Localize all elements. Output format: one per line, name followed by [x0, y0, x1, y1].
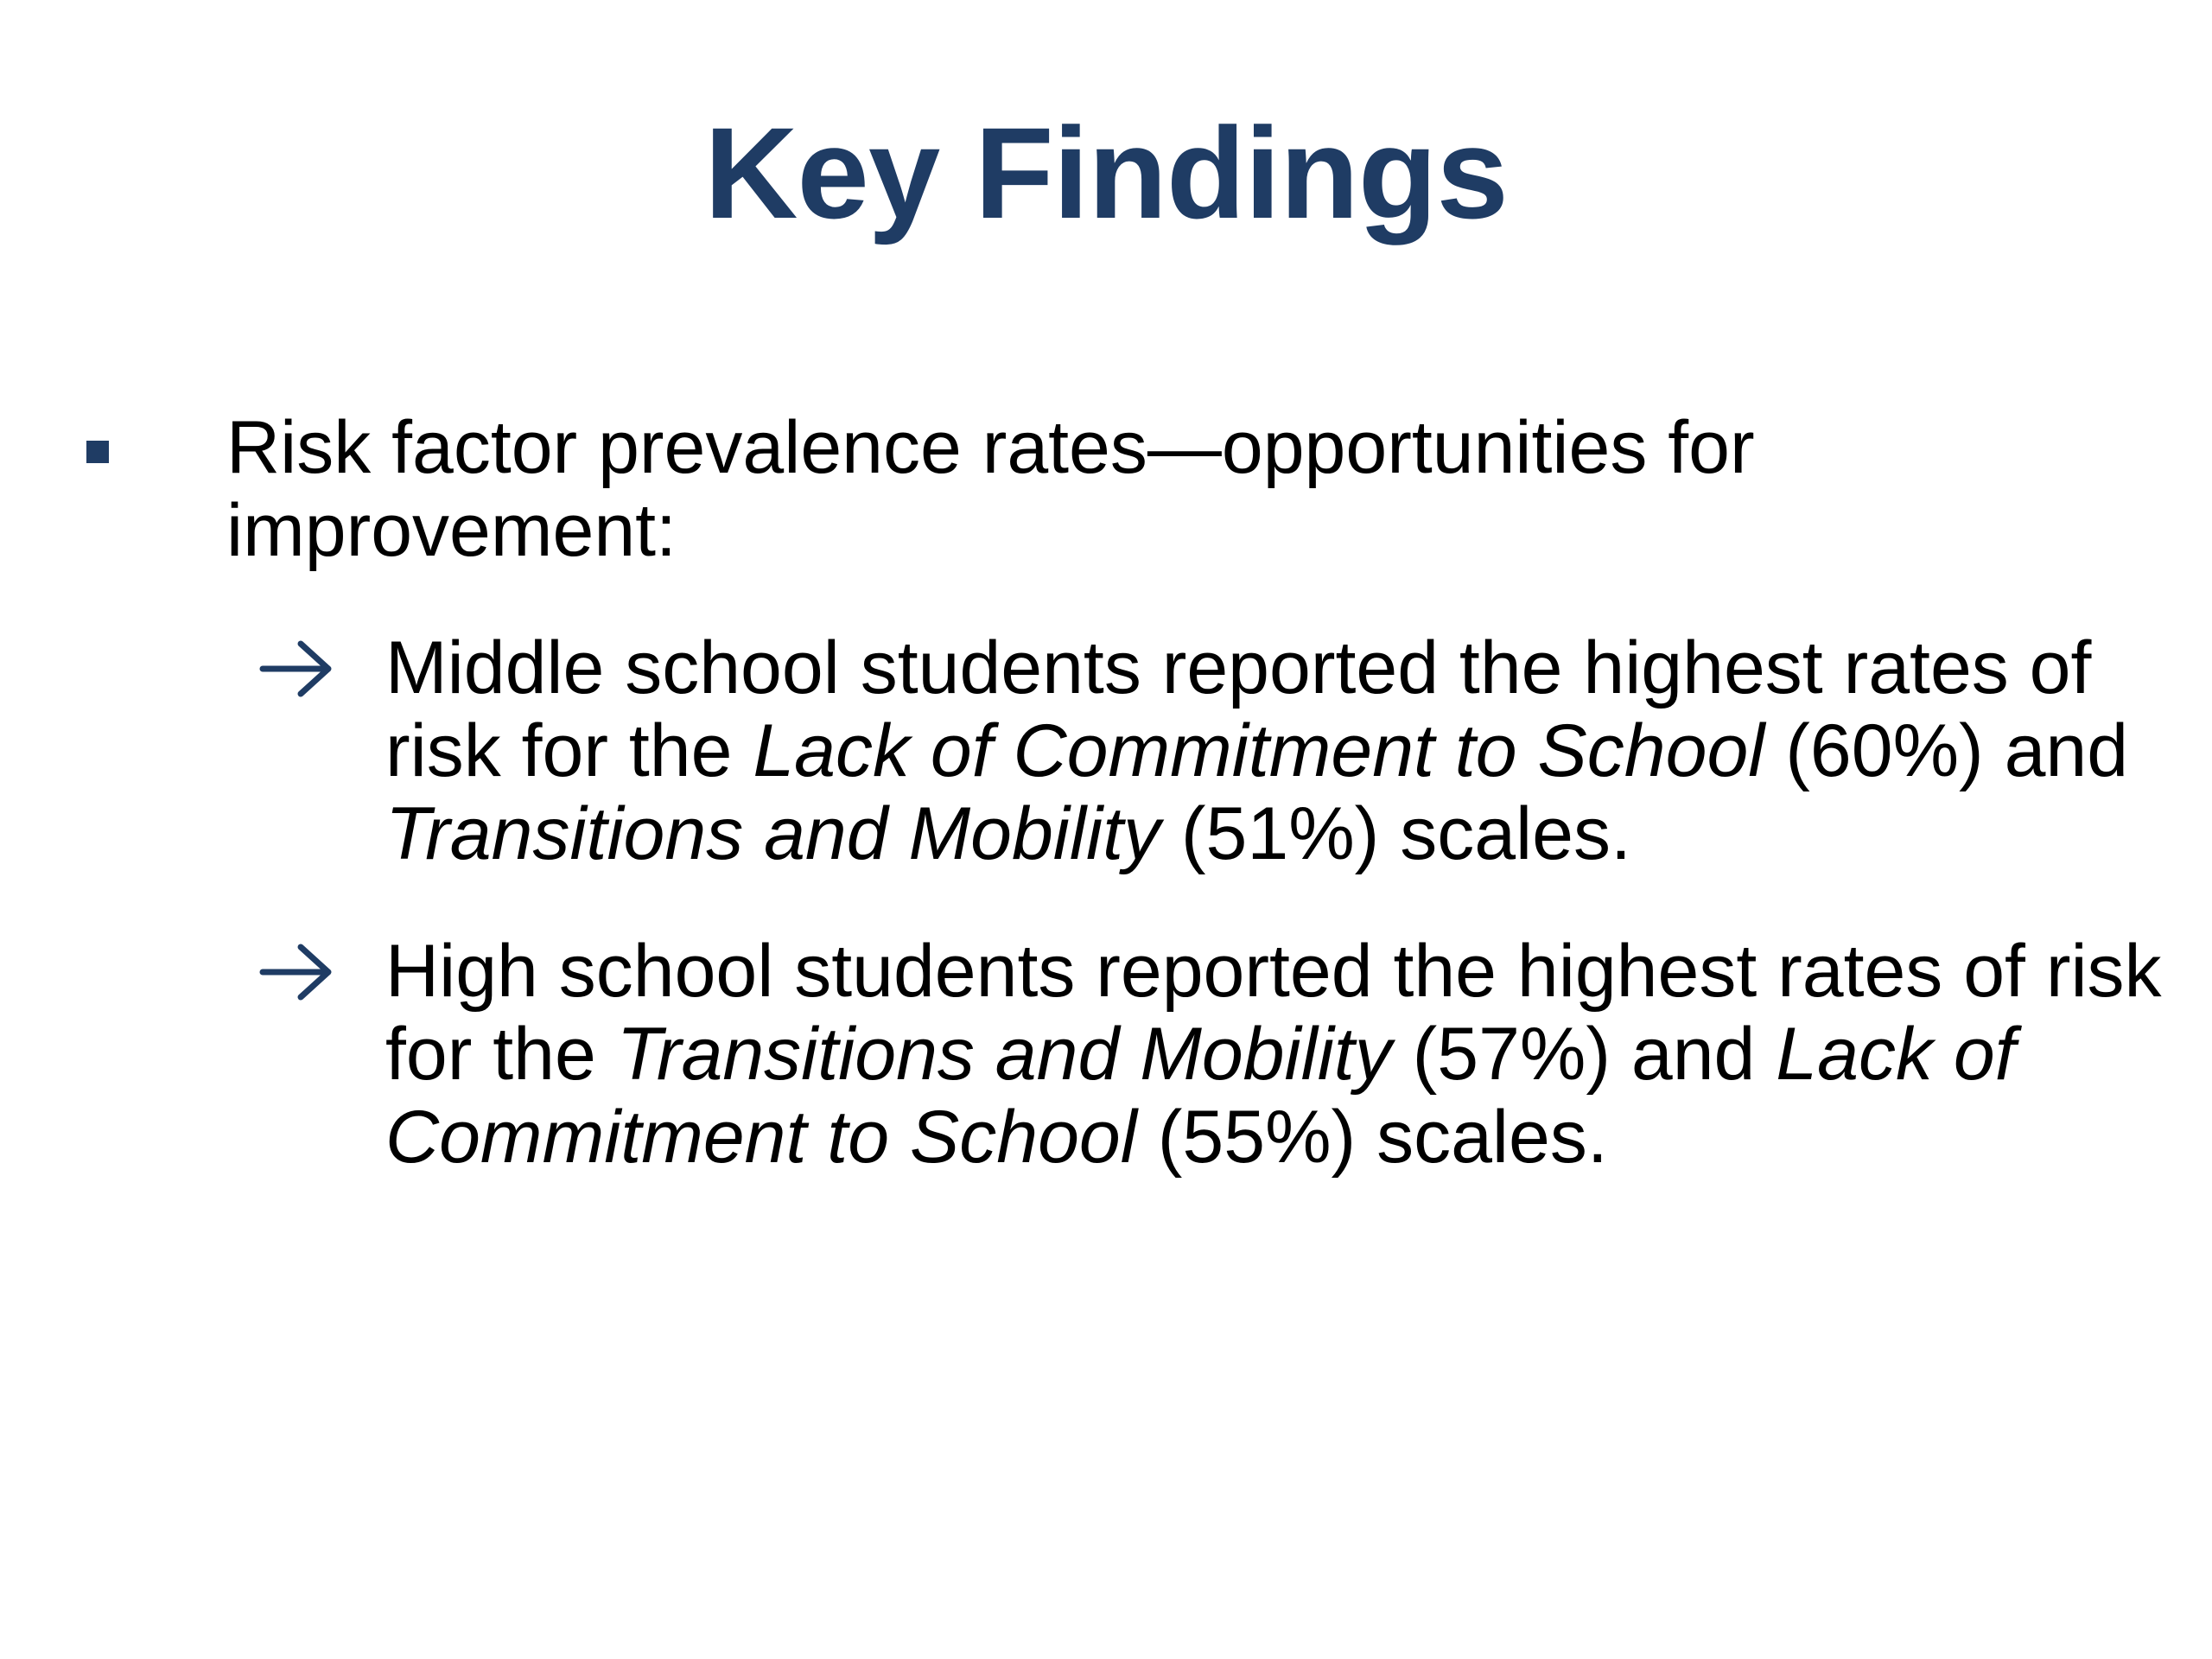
scale-name: Transitions and Mobility [616, 1013, 1392, 1096]
right-arrow-icon [257, 637, 335, 701]
sub-bullet-text-part: (51%) scales. [1160, 792, 1631, 875]
sub-bullet-text-part: (55%) scales. [1136, 1096, 1608, 1179]
sub-bullet-text-part: (57%) and [1391, 1013, 1777, 1096]
sub-bullet-text-part: (60%) and [1764, 709, 2129, 792]
sub-bullet-text [385, 930, 2183, 1179]
scale-name: Lack of Commitment to School [385, 1013, 2016, 1179]
bullet-text: Risk factor prevalence rates—opportunities for improvement: [226, 406, 1755, 572]
square-bullet-icon [86, 441, 109, 463]
scale-name: Transitions and Mobility [385, 792, 1160, 875]
scale-name: Lack of Commitment to School [753, 709, 1765, 792]
sub-bullet-text-part: High school students reported the highest rates of risk for the [385, 930, 2162, 1096]
right-arrow-icon [257, 940, 335, 1004]
sub-bullet-text-part: Middle school students reported the highest rates of risk for the [385, 626, 2092, 792]
slide-title: Key Findings [704, 100, 1508, 245]
sub-bullet-text [385, 626, 2183, 875]
